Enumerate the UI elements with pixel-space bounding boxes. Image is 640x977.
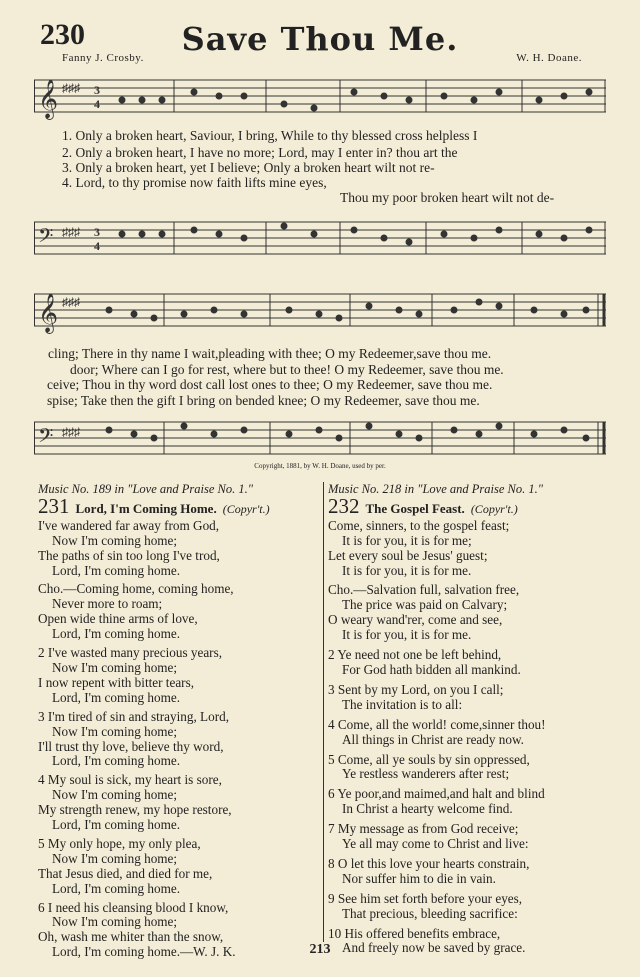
stanza — [328, 519, 618, 579]
stanza-line: My strength renew, my hope restore, — [38, 802, 232, 818]
stanza — [38, 582, 328, 642]
stanza-line: Nor suffer him to die in vain. — [342, 870, 496, 886]
svg-text:𝄞: 𝄞 — [38, 293, 59, 333]
hymn-number: 230 — [40, 18, 85, 51]
stanza-line: 5 My only hope, my only plea, — [38, 835, 201, 851]
hymn-title: Save Thou Me. — [181, 20, 459, 58]
stanza — [38, 519, 328, 579]
stanza — [328, 583, 618, 643]
stanza-line: All things in Christ are ready now. — [342, 731, 524, 747]
stanza-line: I now repent with bitter tears, — [38, 674, 195, 690]
stanza-line: O weary wand'rer, come and see, — [328, 612, 503, 628]
stanza-line: Now I'm coming home; — [52, 723, 178, 739]
music-copyright: Copyright, 1881, by W. H. Doane, used by per. — [254, 462, 386, 470]
svg-text:4: 4 — [94, 97, 100, 111]
stanza-line: Cho.—Salvation full, salvation free, — [328, 582, 520, 598]
stanza-line: Lord, I'm coming home. — [52, 689, 180, 705]
stanza-line: And freely now be saved by grace. — [342, 940, 526, 956]
svg-text:𝄢: 𝄢 — [38, 224, 54, 252]
treble-staff-2-drawing — [34, 286, 606, 334]
treble-staff-1 — [34, 72, 606, 120]
stanza-line: Cho.—Coming home, coming home, — [38, 581, 234, 597]
stanza-line: Now I'm coming home; — [52, 532, 178, 548]
lyric-line-8: spise; Take then the gift I bring on bended knee; O my Redeemer, save thou me. — [47, 393, 480, 408]
stanza-line: Oh, wash me whiter than the snow, — [38, 929, 224, 945]
stanza-line: Now I'm coming home; — [52, 787, 178, 803]
lyric-line-6: door; Where can I go for rest, where but to thee! O my Redeemer, save thou me. — [70, 362, 504, 377]
stanza-line: 2 Ye need not one be left behind, — [328, 647, 502, 663]
hymn-232-source: Music No. 218 in "Love and Praise No. 1." — [328, 482, 544, 496]
stanza — [38, 837, 328, 897]
stanza-line: 3 I'm tired of sin and straying, Lord, — [38, 708, 229, 724]
stanza — [38, 646, 328, 706]
stanza-line: 6 I need his cleansing blood I know, — [38, 899, 229, 915]
stanza-line: 6 Ye poor,and maimed,and halt and blind — [328, 786, 545, 802]
svg-text:♯♯♯: ♯♯♯ — [62, 225, 80, 239]
hymn-232-number: 232 — [328, 493, 360, 518]
stanza-line: 7 My message as from God receive; — [328, 821, 519, 837]
lyric-line-3: 3. Only a broken heart, yet I believe; Only a broken heart wilt not re- — [62, 160, 435, 175]
hymn-231-copyright: (Copyr't.) — [222, 501, 270, 516]
stanza-line: Ye all may come to Christ and live: — [342, 836, 529, 852]
stanza-line: That Jesus died, and died for me, — [38, 865, 213, 881]
stanza-line: Now I'm coming home; — [52, 914, 178, 930]
lyric-line-7: ceive; Thou in thy word dost call lost ones to thee; O my Redeemer, save thou me. — [47, 377, 493, 392]
stanza-line: 4 My soul is sick, my heart is sore, — [38, 772, 222, 788]
stanza — [328, 857, 618, 887]
stanza-line: Come, sinners, to the gospel feast; — [328, 517, 510, 533]
stanza-line: It is for you, it is for me. — [342, 627, 472, 643]
stanza-line: 9 See him set forth before your eyes, — [328, 890, 523, 906]
stanza-line: 10 His offered benefits embrace, — [328, 925, 501, 941]
treble-staff-1-drawing — [34, 72, 606, 120]
stanza-line: Lord, I'm coming home.—W. J. K. — [52, 944, 236, 960]
hymn-231 — [38, 482, 328, 960]
stanza — [328, 683, 618, 713]
svg-text:3: 3 — [94, 83, 100, 97]
stanza — [328, 822, 618, 852]
hymn-231-header — [38, 493, 328, 518]
hymn-232-title: The Gospel Feast. — [365, 500, 465, 516]
svg-text:♯♯♯: ♯♯♯ — [62, 295, 80, 309]
stanza-line: That precious, bleeding sacrifice: — [342, 905, 518, 921]
stanza-line: It is for you, it is for me; — [342, 532, 472, 548]
hymn-231-stanzas — [38, 519, 328, 960]
svg-text:♯♯♯: ♯♯♯ — [62, 425, 80, 439]
stanza-line: Lord, I'm coming home. — [52, 880, 180, 896]
stanza-line: 3 Sent by my Lord, on you I call; — [328, 681, 504, 697]
stanza-line: The invitation is to all: — [342, 696, 463, 712]
svg-text:3: 3 — [94, 225, 100, 239]
stanza-line: The paths of sin too long I've trod, — [38, 547, 220, 563]
stanza — [38, 710, 328, 770]
stanza-line: Lord, I'm coming home. — [52, 626, 180, 642]
stanza — [328, 787, 618, 817]
stanza — [328, 718, 618, 748]
bass-staff-2 — [34, 414, 606, 462]
stanza-line: Lord, I'm coming home. — [52, 753, 180, 769]
bass-staff-1-drawing — [34, 214, 606, 262]
stanza-line: Ye restless wanderers after rest; — [342, 766, 510, 782]
hymn-231-number: 231 — [38, 493, 70, 518]
svg-text:𝄢: 𝄢 — [38, 424, 54, 452]
stanza-line: Open wide thine arms of love, — [38, 611, 198, 627]
stanza-line: For God hath bidden all mankind. — [342, 661, 521, 677]
stanza-line: Lord, I'm coming home. — [52, 817, 180, 833]
hymn-232 — [328, 482, 618, 956]
stanza-line: Now I'm coming home; — [52, 850, 178, 866]
composer: W. H. Doane. — [516, 52, 582, 64]
stanza-line: 2 I've wasted many precious years, — [38, 645, 223, 661]
lyric-line-2: 2. Only a broken heart, I have no more; Lord, may I enter in? thou art the — [62, 145, 458, 160]
author: Fanny J. Crosby. — [62, 52, 144, 64]
hymn-232-header — [328, 493, 618, 518]
stanza-line: In Christ a hearty welcome find. — [342, 801, 513, 817]
stanza-line: Let every soul be Jesus' guest; — [328, 547, 488, 563]
hymn-232-copyright: (Copyr't.) — [470, 501, 518, 516]
stanza-line: Now I'm coming home; — [52, 659, 178, 675]
stanza — [38, 773, 328, 833]
lyric-line-1: 1. Only a broken heart, Saviour, I bring, While to thy blessed cross helpless I — [62, 128, 478, 143]
lyric-line-4-cont: Thou my poor broken heart wilt not de- — [340, 190, 555, 205]
hymn-232-stanzas — [328, 519, 618, 957]
bass-staff-1 — [34, 214, 606, 262]
hymn-231-title: Lord, I'm Coming Home. — [75, 500, 217, 516]
stanza-line: 8 O let this love your hearts constrain, — [328, 855, 530, 871]
stanza — [328, 753, 618, 783]
lyric-line-5: cling; There in thy name I wait,pleading with thee; O my Redeemer,save thou me. — [48, 346, 492, 361]
stanza-line: It is for you, it is for me. — [342, 562, 472, 578]
stanza-line: I've wandered far away from God, — [38, 517, 220, 533]
stanza-line: 5 Come, all ye souls by sin oppressed, — [328, 751, 530, 767]
page-number: 213 — [309, 942, 331, 957]
svg-text:𝄞: 𝄞 — [38, 79, 59, 119]
stanza — [328, 892, 618, 922]
lyric-line-4: 4. Lord, to thy promise now faith lifts mine eyes, — [62, 175, 327, 190]
stanza-line: I'll trust thy love, believe thy word, — [38, 738, 224, 754]
hymn-231-source: Music No. 189 in "Love and Praise No. 1." — [38, 482, 254, 496]
svg-text:♯♯♯: ♯♯♯ — [62, 81, 80, 95]
stanza-line: Lord, I'm coming home. — [52, 562, 180, 578]
stanza-line: The price was paid on Calvary; — [342, 597, 508, 613]
stanza-line: Never more to roam; — [52, 596, 163, 612]
bass-staff-2-drawing — [34, 414, 606, 462]
stanza — [328, 648, 618, 678]
stanza-line: 4 Come, all the world! come,sinner thou! — [328, 716, 546, 732]
svg-text:4: 4 — [94, 239, 100, 253]
treble-staff-2 — [34, 286, 606, 334]
